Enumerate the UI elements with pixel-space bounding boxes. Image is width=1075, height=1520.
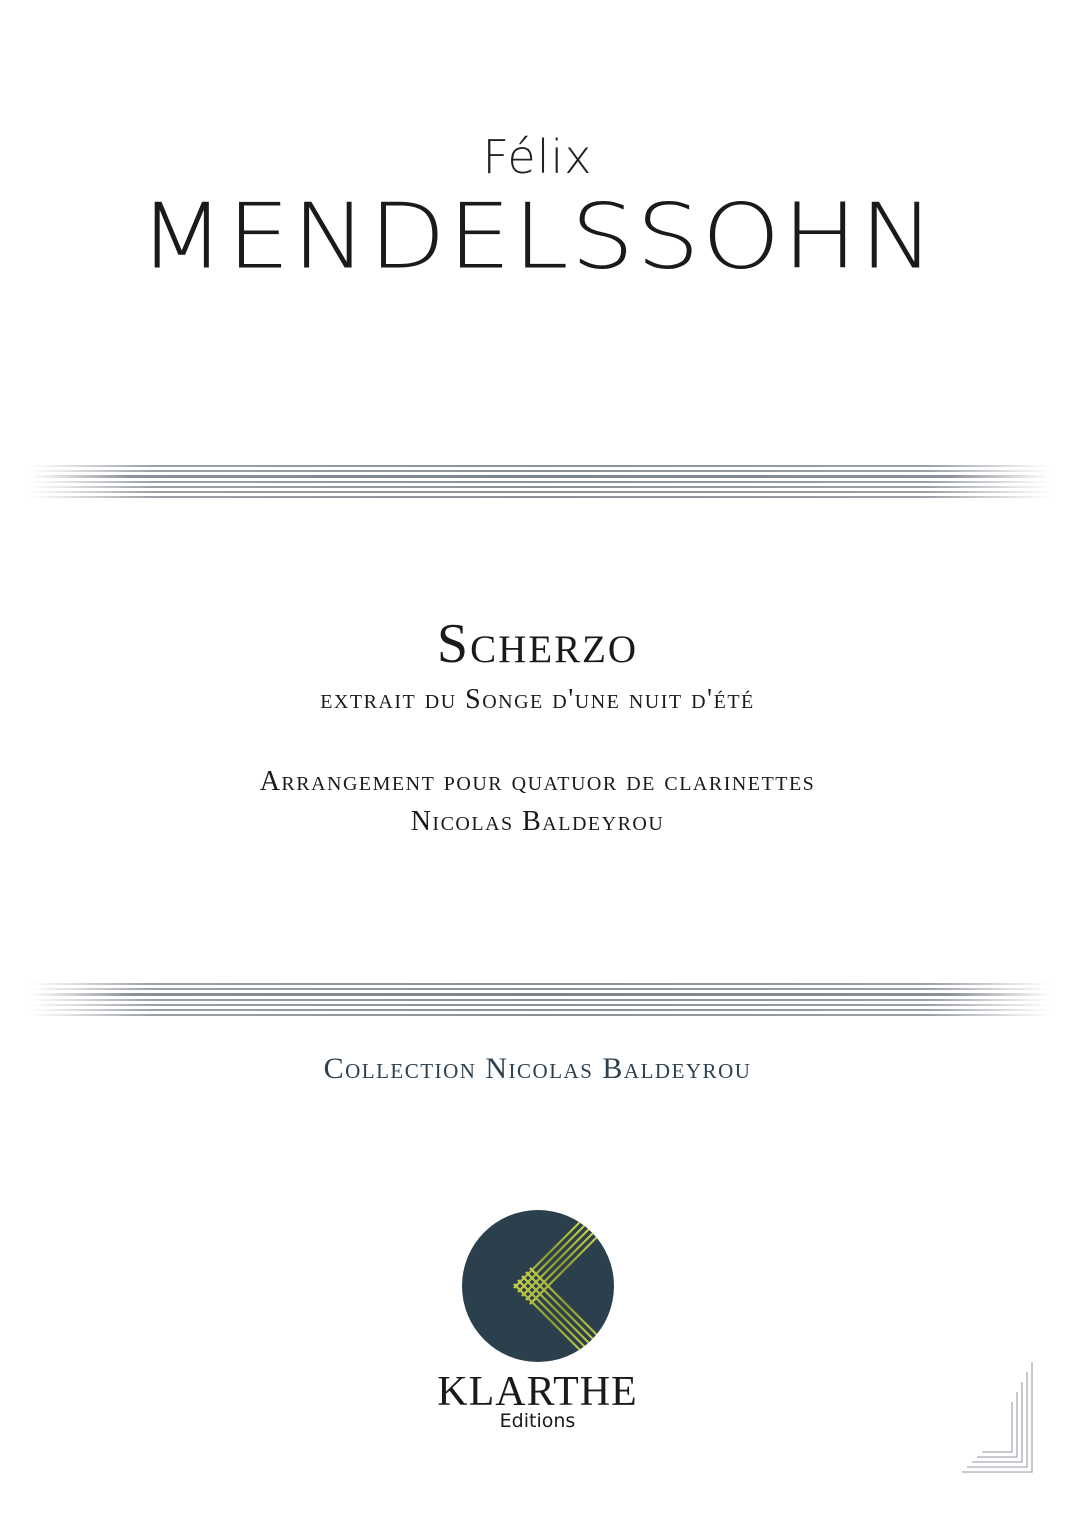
arranger-name: Nicolas Baldeyrou (410, 806, 665, 837)
work-subtitle: extrait du Songe d'une nuit d'été (320, 684, 755, 715)
k-monogram-logo-icon (462, 1210, 614, 1362)
composer-first-name: Félix (482, 130, 593, 184)
publisher-name: KLARTHE (437, 1369, 638, 1415)
decorative-rule-top (30, 465, 1050, 499)
work-title: Scherzo (436, 613, 639, 675)
composer-last-name: MENDELSSOHN (138, 183, 937, 290)
corner-ornament-icon (960, 1360, 1036, 1476)
arrangement-line: Arrangement pour quatuor de clarinettes (259, 766, 816, 797)
publisher-subtitle: Editions (499, 1410, 576, 1432)
collection-name: Collection Nicolas Baldeyrou (323, 1052, 752, 1085)
decorative-rule-bottom (30, 983, 1050, 1017)
